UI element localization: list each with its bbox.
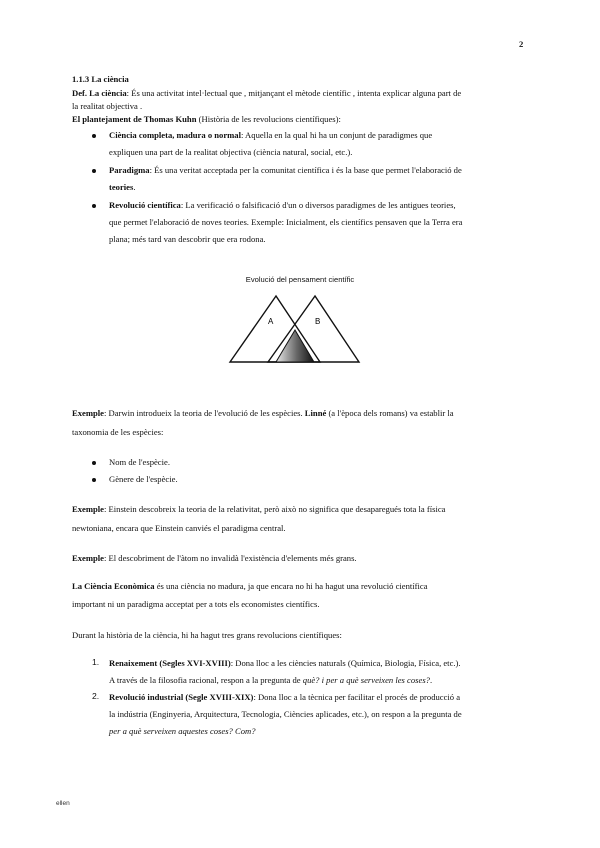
kuhn-bullet-2-line-1 bbox=[109, 163, 462, 178]
revolutions-intro: Durant la història de la ciència, hi ha hagut tres grans revolucions científiques: bbox=[72, 630, 342, 640]
example-1-line-2: taxonomia de les espècies: bbox=[72, 427, 164, 437]
kuhn-bullet-2-label: Paradigma bbox=[109, 165, 150, 175]
revolution-2-line-3 bbox=[109, 724, 256, 739]
kuhn-bullet-3-line-1 bbox=[109, 198, 456, 213]
revolution-1-label: Renaixement (Segles XVI-XVIII) bbox=[109, 658, 231, 668]
kuhn-bullet-1-label: Ciència completa, madura o normal bbox=[109, 130, 241, 140]
kuhn-bullet-2-bold-word: teories bbox=[109, 182, 134, 192]
example-1-bold: Linné bbox=[304, 408, 327, 418]
bullet-icon bbox=[92, 134, 96, 138]
revolution-1-line-2-text: A través de la filosofia racional, respon a la pregunta de bbox=[109, 675, 303, 685]
example-1-text-2: (a l'època dels romans) va establir la bbox=[326, 408, 454, 418]
kuhn-bullet-2-line-2 bbox=[109, 180, 136, 195]
definition-label: Def. La ciència bbox=[72, 88, 127, 98]
kuhn-label: El plantejament de Thomas Kuhn bbox=[72, 114, 197, 124]
example-3 bbox=[72, 551, 357, 566]
example-1-line-1 bbox=[72, 406, 454, 421]
revolution-1-question: què? i per a què serveixen les coses? bbox=[302, 675, 430, 685]
economic-line-2: important ni un paradigma acceptat per a tots els economistes científics. bbox=[72, 599, 320, 609]
kuhn-bullet-1-text: : Aquella en la qual hi ha un conjunt de paradigmes que bbox=[241, 130, 433, 140]
diagram-title: Evolució del pensament científic bbox=[245, 275, 355, 284]
example-2-label: Exemple bbox=[72, 504, 104, 514]
list-number-1: 1. bbox=[92, 657, 100, 667]
revolution-2-text: : Dona lloc a la tècnica per facilitar el procés de producció a bbox=[253, 692, 461, 702]
bullet-icon bbox=[92, 169, 96, 173]
bullet-icon bbox=[92, 478, 96, 482]
revolution-1-tail: . bbox=[429, 675, 433, 685]
example-2-line-1 bbox=[72, 502, 445, 517]
example-1-label: Exemple bbox=[72, 408, 104, 418]
section-title: 1.1.3 La ciència bbox=[72, 74, 129, 84]
page-number: 2 bbox=[519, 39, 524, 49]
kuhn-heading bbox=[72, 112, 341, 127]
kuhn-bullet-2-text: : És una veritat acceptada per la comunitat científica i és la base que permet l'elaboració de bbox=[149, 165, 462, 175]
footer-author: ellen bbox=[56, 800, 70, 807]
example-1-text: : Darwin introdueix la teoria de l'evolució de les espècies. bbox=[103, 408, 305, 418]
economic-line-1 bbox=[72, 579, 428, 594]
revolution-1-text: : Dona lloc a les ciències naturals (Química, Biologia, Física, etc.). bbox=[230, 658, 461, 668]
revolution-2-line-2: la indústria (Enginyeria, Arquitectura, Tecnologia, Ciències aplicades, etc.), on respon a la pregunta de bbox=[109, 709, 462, 719]
kuhn-bullet-1-line-2: expliquen una part de la realitat objectiva (ciència natural, social, etc.). bbox=[109, 147, 353, 157]
example-2-line-2: newtoniana, encara que Einstein canviés el paradigma central. bbox=[72, 523, 286, 533]
kuhn-bullet-1-line-1 bbox=[109, 128, 432, 143]
label-b: B bbox=[315, 317, 321, 326]
kuhn-bullet-3-line-3: plana; més tard van descobrir que era rodona. bbox=[109, 234, 266, 244]
kuhn-bullet-3-line-2: que permet l'elaboració de noves teories. Exemple: Inicialment, els científics pensaven que la Terra era bbox=[109, 217, 463, 227]
kuhn-text: (Història de les revolucions científiques): bbox=[196, 114, 341, 124]
economic-label: La Ciència Econòmica bbox=[72, 581, 155, 591]
kuhn-bullet-3-text: : La verificació o falsificació d'un o diversos paradigmes de les antigues teories, bbox=[180, 200, 456, 210]
kuhn-bullet-2-tail: . bbox=[133, 182, 136, 192]
label-a: A bbox=[268, 317, 274, 326]
revolution-1-line-2 bbox=[109, 673, 432, 688]
bullet-icon bbox=[92, 204, 96, 208]
taxonomy-item-1: Nom de l'espècie. bbox=[109, 457, 170, 467]
economic-text: és una ciència no madura, ja que encara no hi ha hagut una revolució científica bbox=[154, 581, 428, 591]
list-number-2: 2. bbox=[92, 691, 100, 701]
definition-text: : És una activitat intel·lectual que , mitjançant el mètode científic , intenta explicar alguna part de bbox=[126, 88, 462, 98]
definition-line-2: la realitat objectiva . bbox=[72, 101, 143, 111]
kuhn-bullet-3-label: Revolució científica bbox=[109, 200, 181, 210]
paradigm-diagram bbox=[228, 290, 364, 366]
bullet-icon bbox=[92, 461, 96, 465]
example-3-label: Exemple bbox=[72, 553, 104, 563]
example-2-text: : Einstein descobreix la teoria de la relativitat, però això no significa que desaparegués tota la física bbox=[103, 504, 446, 514]
revolution-2-line-1 bbox=[109, 690, 460, 705]
example-3-text: : El descobriment de l'àtom no invalidà l'existència d'elements més grans. bbox=[103, 553, 357, 563]
revolution-1-line-1 bbox=[109, 656, 461, 671]
taxonomy-item-2: Gènere de l'espècie. bbox=[109, 474, 178, 484]
revolution-2-question: per a què serveixen aquestes coses? Com? bbox=[109, 726, 256, 736]
revolution-2-label: Revolució industrial (Segle XVIII-XIX) bbox=[109, 692, 254, 702]
